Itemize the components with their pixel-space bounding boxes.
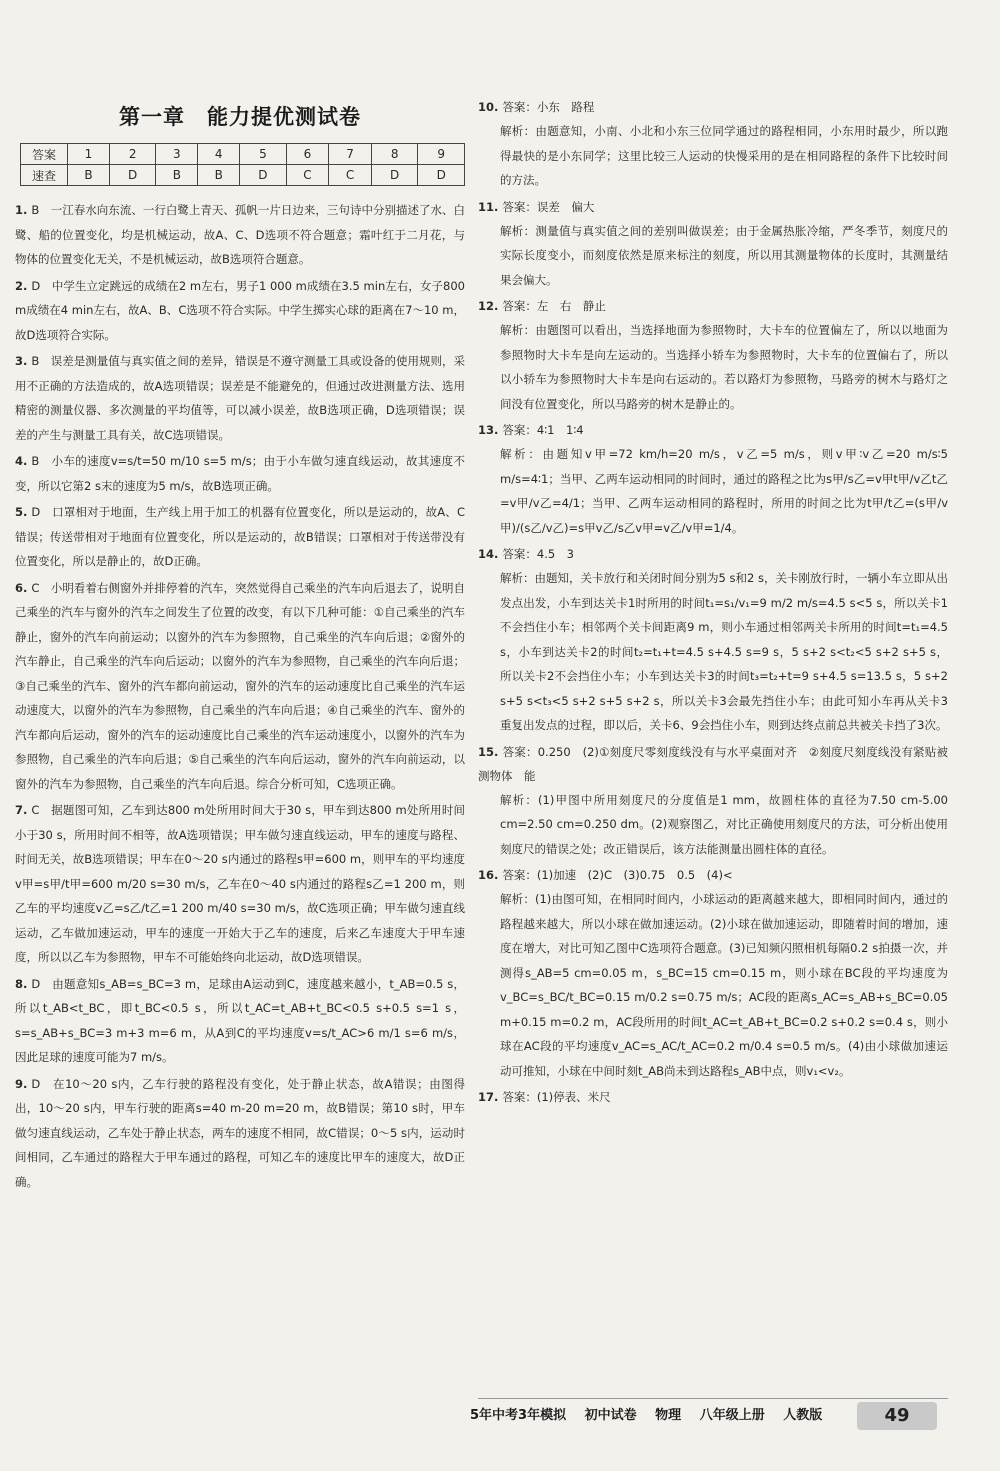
answer-table-number: 9 xyxy=(418,144,465,165)
answer-table-answer: D xyxy=(371,165,418,186)
answer-table-label: 速查 xyxy=(21,165,68,186)
item-number: 12. xyxy=(478,299,499,313)
item-number: 9. xyxy=(15,1076,28,1091)
solution-item xyxy=(478,95,948,193)
page-title: 第一章 能力提优测试卷 xyxy=(119,105,361,129)
item-text: B 小车的速度v=s/t=50 m/10 s=5 m/s；由于小车做匀速直线运动，故其速度不变，所以它第2 s末的速度为5 m/s，故B选项正确。 xyxy=(15,454,465,493)
answer-table-answer: D xyxy=(418,165,465,186)
answer-text: 答案：误差 偏大 xyxy=(502,199,595,214)
item-text: B 误差是测量值与真实值之间的差异，错误是不遵守测量工具或设备的使用规则，采用不正确的方法造成的，故A选项错误；误差是不能避免的，但通过改进测量方法、选用精密的测量仪器、多次测量的平均值等，可以减小误差，故B选项正确，D选项错误；误差的产生与测量工具有关，故C选项错误。 xyxy=(15,354,465,442)
answer-table-answer: C xyxy=(329,165,372,186)
answer-table-label: 答案 xyxy=(21,144,68,165)
answer-line xyxy=(478,740,948,788)
item-number: 15. xyxy=(478,744,499,759)
solution-item xyxy=(15,449,465,498)
item-number: 7. xyxy=(15,803,28,817)
answer-table-number: 6 xyxy=(286,144,329,165)
explanation-text: 解析：测量值与真实值之间的差别叫做误差；由于金属热胀冷缩，严冬季节，刻度尺的实际长度变小，而刻度依然是原来标注的刻度，所以用其测量物体的长度时，其测量结果会偏大。 xyxy=(500,223,948,287)
answer-table-number: 8 xyxy=(371,144,418,165)
solution-item xyxy=(15,500,465,574)
footer-edition: 人教版 xyxy=(783,1408,823,1423)
explanation-text: 解析：由题意知，小南、小北和小东三位同学通过的路程相同，小东用时最少，所以跑得最快的是小东同学；这里比较三人运动的快慢采用的是在相同路程的条件下比较时间的方法。 xyxy=(500,124,948,187)
answer-text: 答案：4.5 3 xyxy=(502,547,574,561)
solution-item xyxy=(478,195,948,293)
item-number: 3. xyxy=(15,354,28,368)
answer-text: 答案：左 右 静止 xyxy=(502,299,606,313)
item-text: D 口罩相对于地面，生产线上用于加工的机器有位置变化，所以是运动的，故A、C错误；传送带相对于地面有位置变化，所以是运动的，故B错误；口罩相对于传送带没有位置变化，所以是静止的，故D正确。 xyxy=(15,505,465,568)
explanation-text: 解析：(1)由图可知，在相同时间内，小球运动的距离越来越大，即相同时间内，通过的路程越来越大，所以小球在做加速运动。(2)小球在做加速运动，即随着时间的增加，速度在增大，对比可知乙图中C选项符合题意。(3)已知频闪照相机每隔0.2 s拍摄一次，并测得s_AB=5 cm=0.05 m，s_BC=15 cm=0.15 m，则小球在BC段的平均速度为v_BC=s_BC/t_BC=0.15 m/0.2 s=0.75 m/s；AC段的距离s_AC=s_AB+s_BC=0.05 m+0.15 m=0.2 m，AC段所用的时间t_AC=t_AB+t_BC=0.2 s+0.2 s=0.4 s，则小球在AC段的平均速度v_AC=s_AC/t_AC=0.2 m/0.4 s=0.5 m/s。(4)由小球做加速运动可推知，小球在中间时刻t_AB尚未到达路程s_AB中点，则v₁<v₂。 xyxy=(500,892,948,1078)
solution-item xyxy=(478,863,948,1083)
solution-item xyxy=(15,972,465,1070)
left-item-list xyxy=(15,198,465,1194)
item-number: 14. xyxy=(478,547,499,561)
answer-table-number-row xyxy=(21,144,465,165)
solution-item xyxy=(15,1072,465,1195)
item-number: 13. xyxy=(478,423,499,437)
item-number: 10. xyxy=(478,100,499,114)
item-number: 4. xyxy=(15,454,28,468)
answer-text: 答案：(1)停表、米尺 xyxy=(502,1090,611,1104)
answer-text: 答案：0.250 (2)①刻度尺零刻度线没有与水平桌面对齐 ②刻度尺刻度线没有紧贴被测物体 能 xyxy=(478,744,948,783)
item-number: 8. xyxy=(15,976,28,991)
footer-grade: 八年级上册 xyxy=(699,1408,765,1423)
answer-table-number: 7 xyxy=(329,144,372,165)
answer-table xyxy=(20,143,465,186)
item-text: D 由题意知s_AB=s_BC=3 m，足球由A运动到C，速度越来越小，t_AB=0.5 s，所以t_AB<t_BC，即t_BC<0.5 s，所以t_AC=t_AB+t_BC<0.5 s+0.5 s=1 s，s=s_AB+s_BC=3 m+3 m=6 m，从A到C的平均速度v=s/t_AC>6 m/1 s=6 m/s，因此足球的速度可能为7 m/s。 xyxy=(15,976,465,1064)
right-column xyxy=(478,95,948,1111)
answer-table-answer: C xyxy=(286,165,329,186)
left-column xyxy=(15,95,465,1196)
answer-line xyxy=(478,294,948,318)
answer-line xyxy=(478,195,948,219)
answer-line xyxy=(478,542,948,566)
answer-table-answer-row xyxy=(21,165,465,186)
item-number: 11. xyxy=(478,199,499,214)
explanation-text: 解析：(1)甲图中所用刻度尺的分度值是1 mm，故圆柱体的直径为7.50 cm-5.00 cm=2.50 cm=0.250 dm。(2)观察图乙，对比正确使用刻度尺的方法，可分析出使用刻度尺的错误之处；改正错误后，该方法能测量出圆柱体的直径。 xyxy=(500,792,948,856)
solution-item xyxy=(15,274,465,348)
item-number: 5. xyxy=(15,505,28,519)
footer-series: 初中试卷 xyxy=(584,1408,637,1423)
item-number: 16. xyxy=(478,868,499,882)
explanation-text: 解析：由题知v甲=72 km/h=20 m/s，v乙=5 m/s，则v甲∶v乙=20 m/s∶5 m/s=4∶1；当甲、乙两车运动相同的时间时，通过的路程之比为s甲/s乙=v甲t甲/v乙t乙=v甲/v乙=4/1；当甲、乙两车运动相同的路程时，所用的时间之比为t甲/t乙=(s甲/v甲)/(s乙/v乙)=s甲v乙/s乙v甲=v乙/v甲=1/4。 xyxy=(500,447,948,535)
answer-table-number: 2 xyxy=(109,144,156,165)
answer-text: 答案：小东 路程 xyxy=(502,100,595,114)
solution-item xyxy=(478,294,948,416)
item-text: C 据题图可知，乙车到达800 m处所用时间大于30 s，甲车到达800 m处所用时间小于30 s，所用时间不相等，故A选项错误；甲车做匀速直线运动，甲车的速度与路程、时间无关，故B选项错误；甲车在0～20 s内通过的路程s甲=600 m，则甲车的平均速度v甲=s甲/t甲=600 m/20 s=30 m/s，乙车在0～40 s内通过的路程s乙=1 200 m，则乙车的平均速度v乙=s乙/t乙=1 200 m/40 s=30 m/s，故C选项正确；甲车做匀速直线运动，乙车做加速运动，甲车的速度一开始大于乙车的速度，后来乙车速度大于甲车速度，所以以乙车为参照物，甲车不可能始终向北运动，故D选项错误。 xyxy=(15,803,465,964)
answer-line xyxy=(478,418,948,442)
explanation-text: 解析：由题知，关卡放行和关闭时间分别为5 s和2 s，关卡刚放行时，一辆小车立即从出发点出发，小车到达关卡1时所用的时间t₁=s₁/v₁=9 m/2 m/s=4.5 s<5 s，所以关卡1不会挡住小车；相邻两个关卡间距离9 m，则小车通过相邻两关卡所用的时间t=t₁=4.5 s，小车到达关卡2的时间t₂=t₁+t=4.5 s+4.5 s=9 s，5 s+2 s<t₂<5 s+2 s+5 s，所以关卡2不会挡住小车；小车到达关卡3的时间t₃=t₂+t=9 s+4.5 s=13.5 s，5 s+2 s+5 s<t₃<5 s+2 s+5 s+2 s，所以关卡3会最先挡住小车；由此可知小车再从关卡3重复出发点的过程，即以后，关卡6、9会挡住小车，则到达终点前总共被关卡挡了3次。 xyxy=(500,571,948,732)
item-text: C 小明看着右侧窗外并排停着的汽车，突然觉得自己乘坐的汽车向后退去了，说明自己乘坐的汽车与窗外的汽车之间发生了位置的改变，有以下几种可能：①自己乘坐的汽车静止，窗外的汽车向前运动；以窗外的汽车为参照物，自己乘坐的汽车向后退；②窗外的汽车静止，自己乘坐的汽车向后运动；以窗外的汽车为参照物，自己乘坐的汽车向后退；③自己乘坐的汽车、窗外的汽车都向前运动，窗外的汽车的运动速度比自己乘坐的汽车运动速度大，以窗外的汽车为参照物，自己乘坐的汽车向后退；④自己乘坐的汽车、窗外的汽车都向后运动，窗外的汽车的运动速度比自己乘坐的汽车运动速度小，以窗外的汽车为参照物，自己乘坐的汽车向后退；⑤自己乘坐的汽车向后运动，窗外的汽车向前运动，以窗外的汽车为参照物，自己乘坐的汽车向后退。综合分析可知，C选项正确。 xyxy=(15,580,465,791)
solution-item xyxy=(15,576,465,797)
answer-text: 答案：4∶1 1∶4 xyxy=(502,423,584,437)
solution-item xyxy=(478,418,948,540)
answer-table-number: 5 xyxy=(240,144,287,165)
footer-subject: 物理 xyxy=(655,1408,682,1423)
item-text: D 在10～20 s内，乙车行驶的路程没有变化，处于静止状态，故A错误；由图得出，10～20 s内，甲车行驶的距离s=40 m-20 m=20 m，故B错误；第10 s时，甲车做匀速直线运动，乙车处于静止状态，两车的速度不相同，故C错误；0～5 s内，运动时间相同，乙车通过的路程大于甲车通过的路程，可知乙车的速度比甲车的速度大，故D正确。 xyxy=(15,1076,465,1189)
explanation-text: 解析：由题图可以看出，当选择地面为参照物时，大卡车的位置偏左了，所以以地面为参照物时大卡车是向左运动的。当选择小轿车为参照物时，大卡车的位置偏右了，所以以小轿车为参照物时大卡车是向右运动的。若以路灯为参照物，马路旁的树木与路灯之间没有位置变化，所以马路旁的树木是静止的。 xyxy=(500,323,948,411)
answer-table-answer: D xyxy=(109,165,156,186)
item-number: 6. xyxy=(15,580,28,595)
item-text: B 一江春水向东流、一行白鹭上青天、孤帆一片日边来，三句诗中分别描述了水、白鹭、船的位置变化，均是机械运动，故A、C、D选项不符合题意；霜叶红于二月花，与物体的位置变化无关，不是机械运动，故B选项符合题意。 xyxy=(15,203,465,266)
answer-text: 答案：(1)加速 (2)C (3)0.75 0.5 (4)< xyxy=(502,868,733,882)
answer-table-answer: B xyxy=(198,165,240,186)
answer-table-number: 1 xyxy=(68,144,110,165)
solution-item xyxy=(15,349,465,447)
page-number: 49 xyxy=(857,1402,937,1430)
solution-item xyxy=(478,542,948,738)
right-item-list xyxy=(478,95,948,1109)
item-text: D 中学生立定跳远的成绩在2 m左右，男子1 000 m成绩在3.5 min左右，女子800 m成绩在4 min左右，故A、B、C选项不符合实际。中学生掷实心球的距离在7～10 m，故D选项符合实际。 xyxy=(15,278,465,342)
answer-line xyxy=(478,863,948,887)
item-number: 2. xyxy=(15,278,28,293)
solution-item xyxy=(15,798,465,970)
answer-table-number: 4 xyxy=(198,144,240,165)
solution-item xyxy=(15,198,465,272)
item-number: 17. xyxy=(478,1090,499,1104)
answer-line xyxy=(478,95,948,119)
answer-table-number: 3 xyxy=(156,144,198,165)
answer-table-answer: B xyxy=(68,165,110,186)
answer-table-answer: D xyxy=(240,165,287,186)
item-number: 1. xyxy=(15,203,28,217)
footer-divider xyxy=(478,1398,948,1399)
answer-line xyxy=(478,1085,948,1109)
solution-item xyxy=(478,1085,948,1109)
footer-brand: 5年中考3年模拟 xyxy=(470,1408,567,1423)
solution-item xyxy=(478,740,948,862)
answer-table-answer: B xyxy=(156,165,198,186)
